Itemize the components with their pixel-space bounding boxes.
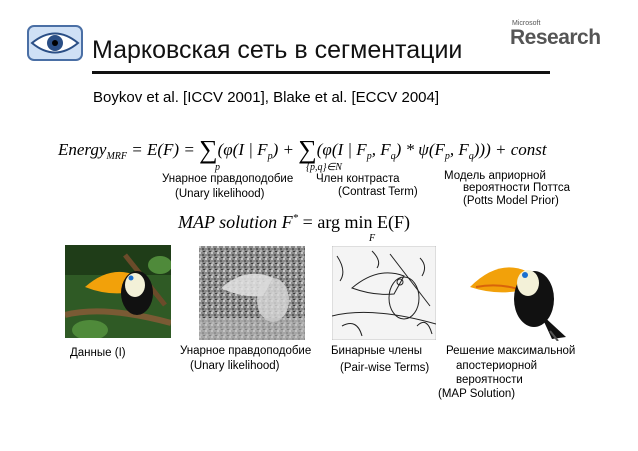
label-unary-en: (Unary likelihood) <box>175 188 265 200</box>
formula-term2: (φ(I | F <box>316 140 367 159</box>
citation-subtitle: Boykov et al. [ICCV 2001], Blake et al. [ECCV 2004] <box>93 89 440 106</box>
map-star: * <box>292 212 299 224</box>
sum-symbol-1: ∑ <box>199 135 218 164</box>
formula-sub: p <box>444 151 450 162</box>
caption-unary-en: (Unary likelihood) <box>190 360 280 372</box>
map-formula <box>178 212 410 233</box>
formula-term2-end: ))) + const <box>473 140 547 159</box>
formula-lhs-sub: MRF <box>106 151 128 162</box>
formula-term1: (φ(I | F <box>217 140 268 159</box>
formula-term2-mid3: , F <box>449 140 469 159</box>
title-divider <box>92 71 550 74</box>
energy-formula <box>58 132 547 162</box>
unary-likelihood-image <box>199 246 305 340</box>
formula-eq: = E(F) = <box>127 140 200 159</box>
formula-sub: q <box>390 151 396 162</box>
label-unary-ru: Унарное правдоподобие <box>162 173 294 185</box>
caption-data: Данные (I) <box>70 347 126 359</box>
formula-term1-end: ) + <box>272 140 299 159</box>
slide-title: Марковская сеть в сегментации <box>92 36 463 64</box>
formula-term2-mid: , F <box>371 140 391 159</box>
label-potts-en: (Potts Model Prior) <box>463 195 559 207</box>
formula-sub: p <box>366 151 372 162</box>
microsoft-label: Microsoft <box>512 20 541 27</box>
formula-term1-sub: p <box>267 151 273 162</box>
map-text: MAP solution F <box>178 212 293 232</box>
label-potts-ru1: Модель априорной <box>444 170 546 182</box>
caption-pair-ru: Бинарные члены <box>331 345 423 357</box>
caption-map-ru3: вероятности <box>456 374 523 386</box>
formula-sub: q <box>468 151 474 162</box>
label-potts-ru2: вероятности Поттса <box>463 182 571 194</box>
sum-symbol-2: ∑ <box>298 135 317 164</box>
sum1-index: p <box>215 162 220 173</box>
formula-term2-mid2: ) * ψ(F <box>395 140 445 159</box>
eye-logo-icon <box>26 20 84 66</box>
caption-unary-ru: Унарное правдоподобие <box>180 345 312 357</box>
sum2-index: {p,q}∈N <box>306 162 342 173</box>
map-solution-image <box>468 253 568 341</box>
map-rest: = arg min E(F) <box>298 212 410 232</box>
label-contrast-en: (Contrast Term) <box>338 186 418 198</box>
map-index: F <box>369 233 376 244</box>
caption-map-en: (MAP Solution) <box>438 388 516 400</box>
formula-lhs: Energy <box>58 140 107 159</box>
label-contrast-ru: Член контраста <box>316 173 400 185</box>
toucan-data-image <box>65 245 171 338</box>
caption-map-ru1: Решение максимальной <box>446 345 576 357</box>
caption-pair-en: (Pair-wise Terms) <box>340 362 430 374</box>
pairwise-terms-image <box>332 246 436 340</box>
caption-map-ru2: апостериорной <box>456 360 538 372</box>
research-logo: Research <box>510 26 601 49</box>
